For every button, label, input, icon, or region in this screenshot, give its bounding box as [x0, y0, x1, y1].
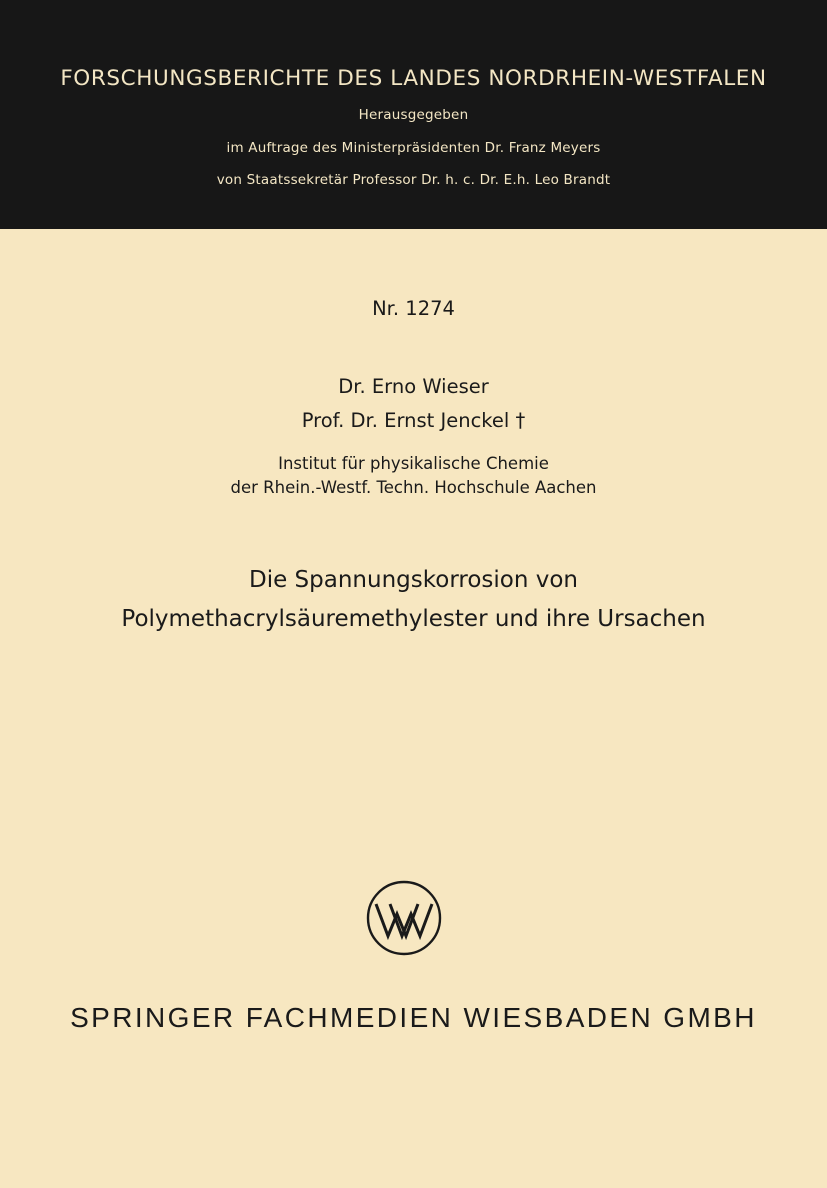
series-title: FORSCHUNGSBERICHTE DES LANDES NORDRHEIN-WESTFALEN: [60, 66, 767, 91]
title-line-1: Die Spannungskorrosion von: [249, 567, 578, 593]
series-header-band: [0, 0, 827, 229]
editor-line: von Staatssekretär Professor Dr. h. c. Dr. E.h. Leo Brandt: [216, 172, 611, 188]
ww-publisher-logo-icon: [366, 880, 442, 956]
author-1: Dr. Erno Wieser: [338, 375, 489, 398]
commission-line: im Auftrage des Ministerpräsidenten Dr. Franz Meyers: [226, 140, 601, 156]
institute-line-2: der Rhein.-Westf. Techn. Hochschule Aachen: [230, 478, 597, 497]
publisher-name: SPRINGER FACHMEDIEN WIESBADEN GMBH: [70, 1002, 757, 1033]
institute-line-1: Institut für physikalische Chemie: [278, 454, 549, 473]
edited-by-label: Herausgegeben: [358, 107, 469, 123]
title-line-2: Polymethacrylsäuremethylester und ihre Ursachen: [121, 606, 706, 632]
report-number: Nr. 1274: [372, 297, 455, 320]
author-2: Prof. Dr. Ernst Jenckel †: [301, 409, 526, 432]
